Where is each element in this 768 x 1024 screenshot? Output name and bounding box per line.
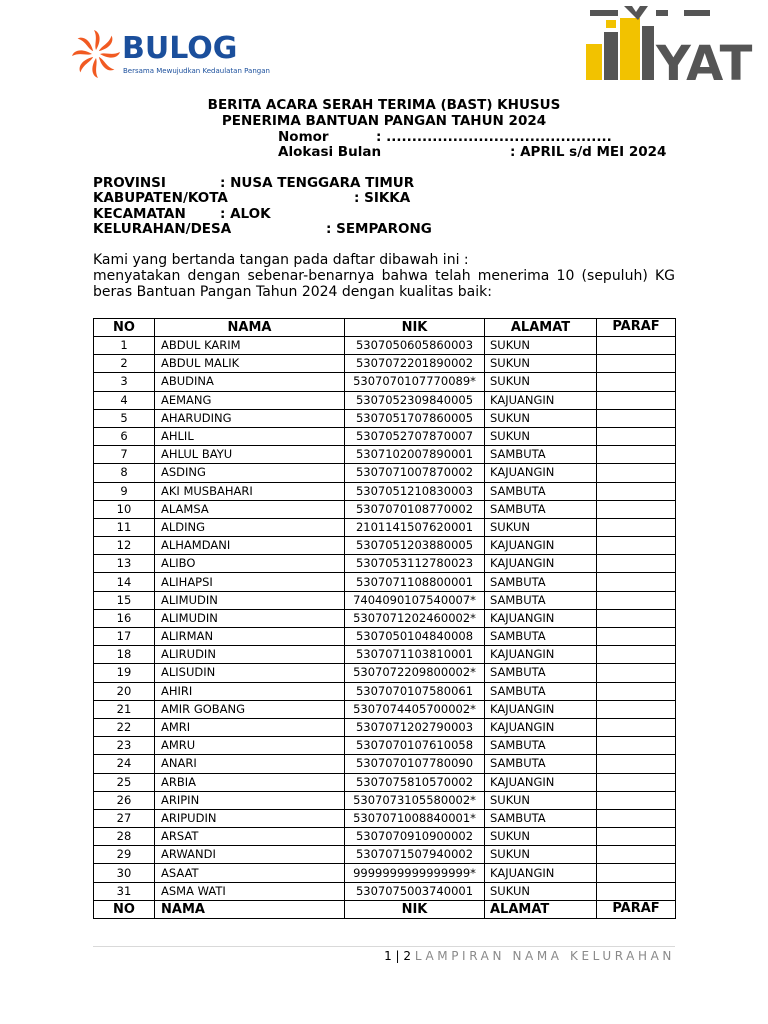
cell-alamat: KAJUANGIN bbox=[485, 773, 597, 791]
cell-no: 28 bbox=[94, 828, 155, 846]
cell-nik: 5307052707870007 bbox=[345, 427, 485, 445]
statement-line2: menyatakan dengan sebenar-benarnya bahwa telah menerima 10 (sepuluh) KG bbox=[93, 268, 675, 284]
cell-nik: 5307072201890002 bbox=[345, 355, 485, 373]
cell-no: 11 bbox=[94, 518, 155, 536]
cell-no: 7 bbox=[94, 446, 155, 464]
table-row bbox=[94, 500, 676, 518]
cell-nik: 5307070107780090 bbox=[345, 755, 485, 773]
cell-alamat: SUKUN bbox=[485, 355, 597, 373]
cell-no: 26 bbox=[94, 791, 155, 809]
page-footer bbox=[93, 948, 675, 964]
cell-paraf[interactable] bbox=[597, 737, 676, 755]
cell-nama: ARWANDI bbox=[155, 846, 345, 864]
cell-no: 29 bbox=[94, 846, 155, 864]
cell-nik: 5307053112780023 bbox=[345, 555, 485, 573]
cell-nik: 5307051210830003 bbox=[345, 482, 485, 500]
page-number: 1 bbox=[384, 949, 392, 963]
yat-wordmark: YAT bbox=[656, 36, 753, 92]
kabupaten-label: KABUPATEN/KOTA bbox=[93, 190, 228, 206]
cell-nama: AKI MUSBAHARI bbox=[155, 482, 345, 500]
bulog-flower-icon bbox=[70, 28, 122, 80]
cell-paraf[interactable] bbox=[597, 828, 676, 846]
cell-nik: 5307102007890001 bbox=[345, 446, 485, 464]
cell-nama: ALIHAPSI bbox=[155, 573, 345, 591]
cell-nama: ABDUL KARIM bbox=[155, 337, 345, 355]
cell-alamat: SAMBUTA bbox=[485, 682, 597, 700]
cell-paraf[interactable] bbox=[597, 882, 676, 900]
cell-no: 23 bbox=[94, 737, 155, 755]
cell-nama: ANARI bbox=[155, 755, 345, 773]
cell-nama: AHLIL bbox=[155, 427, 345, 445]
table-row bbox=[94, 791, 676, 809]
table-row bbox=[94, 755, 676, 773]
cell-no: 21 bbox=[94, 700, 155, 718]
cell-paraf[interactable] bbox=[597, 537, 676, 555]
cell-nama: AHIRI bbox=[155, 682, 345, 700]
cell-nama: ALDING bbox=[155, 518, 345, 536]
cell-nama: ALIRUDIN bbox=[155, 646, 345, 664]
alokasi-value: : APRIL s/d MEI 2024 bbox=[510, 144, 667, 160]
kecamatan-label: KECAMATAN bbox=[93, 206, 186, 222]
foot-header-alamat: ALAMAT bbox=[485, 900, 597, 918]
cell-alamat: SUKUN bbox=[485, 373, 597, 391]
cell-paraf[interactable] bbox=[597, 628, 676, 646]
bulog-tagline: Bersama Mewujudkan Kedaulatan Pangan bbox=[123, 67, 270, 75]
table-row bbox=[94, 737, 676, 755]
table-row bbox=[94, 482, 676, 500]
cell-alamat: SUKUN bbox=[485, 828, 597, 846]
doc-title-line2: PENERIMA BANTUAN PANGAN TAHUN 2024 bbox=[221, 113, 547, 129]
table-body bbox=[94, 337, 676, 901]
table-row bbox=[94, 882, 676, 900]
cell-nama: ALIMUDIN bbox=[155, 591, 345, 609]
cell-alamat: KAJUANGIN bbox=[485, 555, 597, 573]
cell-nik: 5307073105580002* bbox=[345, 791, 485, 809]
cell-nik: 5307052309840005 bbox=[345, 391, 485, 409]
cell-nik: 5307051203880005 bbox=[345, 537, 485, 555]
cell-nama: ALIMUDIN bbox=[155, 609, 345, 627]
cell-paraf[interactable] bbox=[597, 500, 676, 518]
cell-nik: 2101141507620001 bbox=[345, 518, 485, 536]
cell-nik: 5307074405700002* bbox=[345, 700, 485, 718]
cell-paraf[interactable] bbox=[597, 446, 676, 464]
table-row bbox=[94, 700, 676, 718]
cell-no: 2 bbox=[94, 355, 155, 373]
table-row bbox=[94, 718, 676, 736]
recipient-table bbox=[93, 318, 676, 919]
cell-nama: AHLUL BAYU bbox=[155, 446, 345, 464]
cell-alamat: SUKUN bbox=[485, 337, 597, 355]
table-row bbox=[94, 682, 676, 700]
cell-alamat: SUKUN bbox=[485, 882, 597, 900]
cell-paraf[interactable] bbox=[597, 555, 676, 573]
cell-paraf[interactable] bbox=[597, 373, 676, 391]
cell-nama: AMRU bbox=[155, 737, 345, 755]
table-row bbox=[94, 355, 676, 373]
yat-logo bbox=[584, 2, 753, 92]
cell-alamat: KAJUANGIN bbox=[485, 864, 597, 882]
cell-alamat: SAMBUTA bbox=[485, 482, 597, 500]
cell-nik: 5307071202790003 bbox=[345, 718, 485, 736]
cell-no: 25 bbox=[94, 773, 155, 791]
cell-paraf[interactable] bbox=[597, 337, 676, 355]
cell-nama: ASDING bbox=[155, 464, 345, 482]
cell-paraf[interactable] bbox=[597, 427, 676, 445]
cell-alamat: KAJUANGIN bbox=[485, 646, 597, 664]
cell-no: 31 bbox=[94, 882, 155, 900]
table-row bbox=[94, 427, 676, 445]
cell-nama: ALIRMAN bbox=[155, 628, 345, 646]
cell-no: 22 bbox=[94, 718, 155, 736]
footer-divider bbox=[93, 946, 675, 947]
cell-nama: AEMANG bbox=[155, 391, 345, 409]
kelurahan-value: : SEMPARONG bbox=[326, 221, 432, 237]
cell-no: 24 bbox=[94, 755, 155, 773]
table-row bbox=[94, 391, 676, 409]
cell-no: 6 bbox=[94, 427, 155, 445]
cell-nik: 5307071202460002* bbox=[345, 609, 485, 627]
cell-alamat: KAJUANGIN bbox=[485, 700, 597, 718]
bulog-wordmark: BULOG bbox=[122, 31, 238, 66]
table-row bbox=[94, 537, 676, 555]
doc-title-line1: BERITA ACARA SERAH TERIMA (BAST) KHUSUS bbox=[207, 97, 561, 113]
cell-alamat: KAJUANGIN bbox=[485, 537, 597, 555]
col-header-no: NO bbox=[94, 319, 155, 337]
cell-nama: ALISUDIN bbox=[155, 664, 345, 682]
cell-paraf[interactable] bbox=[597, 682, 676, 700]
cell-no: 27 bbox=[94, 809, 155, 827]
cell-alamat: KAJUANGIN bbox=[485, 609, 597, 627]
cell-paraf[interactable] bbox=[597, 409, 676, 427]
cell-nama: ALHAMDANI bbox=[155, 537, 345, 555]
cell-nama: AHARUDING bbox=[155, 409, 345, 427]
cell-paraf[interactable] bbox=[597, 573, 676, 591]
cell-alamat: SAMBUTA bbox=[485, 809, 597, 827]
cell-paraf[interactable] bbox=[597, 646, 676, 664]
cell-nik: 5307050605860003 bbox=[345, 337, 485, 355]
cell-nama: AMIR GOBANG bbox=[155, 700, 345, 718]
page-separator: | bbox=[395, 949, 400, 963]
cell-no: 20 bbox=[94, 682, 155, 700]
cell-no: 13 bbox=[94, 555, 155, 573]
cell-paraf[interactable] bbox=[597, 809, 676, 827]
cell-alamat: SAMBUTA bbox=[485, 628, 597, 646]
cell-no: 10 bbox=[94, 500, 155, 518]
cell-alamat: SUKUN bbox=[485, 846, 597, 864]
col-header-paraf: PARAF bbox=[597, 319, 676, 337]
cell-nama: ARIPIN bbox=[155, 791, 345, 809]
table-footer-row bbox=[94, 900, 676, 918]
cell-alamat: SAMBUTA bbox=[485, 591, 597, 609]
table-row bbox=[94, 573, 676, 591]
foot-header-paraf: PARAF bbox=[597, 900, 676, 918]
foot-header-nik: NIK bbox=[345, 900, 485, 918]
cell-nik: 5307075810570002 bbox=[345, 773, 485, 791]
cell-alamat: SAMBUTA bbox=[485, 573, 597, 591]
cell-nama: ASAAT bbox=[155, 864, 345, 882]
table-header-row bbox=[94, 319, 676, 337]
kelurahan-label: KELURAHAN/DESA bbox=[93, 221, 232, 237]
cell-paraf[interactable] bbox=[597, 700, 676, 718]
foot-header-no: NO bbox=[94, 900, 155, 918]
table-row bbox=[94, 664, 676, 682]
cell-nik: 5307071108800001 bbox=[345, 573, 485, 591]
cell-paraf[interactable] bbox=[597, 846, 676, 864]
table-row bbox=[94, 773, 676, 791]
cell-paraf[interactable] bbox=[597, 609, 676, 627]
cell-paraf[interactable] bbox=[597, 755, 676, 773]
cell-no: 18 bbox=[94, 646, 155, 664]
cell-nik: 5307070108770002 bbox=[345, 500, 485, 518]
alokasi-label: Alokasi Bulan bbox=[278, 144, 382, 160]
table-row bbox=[94, 555, 676, 573]
table-row bbox=[94, 409, 676, 427]
cell-no: 17 bbox=[94, 628, 155, 646]
cell-nik: 5307051707860005 bbox=[345, 409, 485, 427]
cell-nama: ABUDINA bbox=[155, 373, 345, 391]
table-row bbox=[94, 809, 676, 827]
cell-nama: ALIBO bbox=[155, 555, 345, 573]
kecamatan-value: : ALOK bbox=[220, 206, 271, 222]
cell-nama: ARIPUDIN bbox=[155, 809, 345, 827]
table-row bbox=[94, 628, 676, 646]
cell-nik: 5307070107770089* bbox=[345, 373, 485, 391]
kabupaten-value: : SIKKA bbox=[354, 190, 411, 206]
yat-building-icon bbox=[584, 2, 753, 92]
table-row bbox=[94, 646, 676, 664]
cell-paraf[interactable] bbox=[597, 518, 676, 536]
cell-no: 12 bbox=[94, 537, 155, 555]
cell-alamat: SAMBUTA bbox=[485, 500, 597, 518]
cell-nama: ARBIA bbox=[155, 773, 345, 791]
cell-paraf[interactable] bbox=[597, 791, 676, 809]
col-header-nik: NIK bbox=[345, 319, 485, 337]
cell-nik: 5307071507940002 bbox=[345, 846, 485, 864]
table-row bbox=[94, 591, 676, 609]
cell-paraf[interactable] bbox=[597, 591, 676, 609]
nomor-label: Nomor bbox=[278, 129, 329, 145]
provinsi-label: PROVINSI bbox=[93, 175, 166, 191]
cell-no: 1 bbox=[94, 337, 155, 355]
cell-nik: 5307071103810001 bbox=[345, 646, 485, 664]
table-row bbox=[94, 518, 676, 536]
cell-paraf[interactable] bbox=[597, 391, 676, 409]
cell-nama: AMRI bbox=[155, 718, 345, 736]
cell-no: 9 bbox=[94, 482, 155, 500]
cell-no: 15 bbox=[94, 591, 155, 609]
cell-paraf[interactable] bbox=[597, 355, 676, 373]
cell-alamat: SAMBUTA bbox=[485, 755, 597, 773]
table-row bbox=[94, 864, 676, 882]
table-row bbox=[94, 373, 676, 391]
table-row bbox=[94, 609, 676, 627]
cell-alamat: KAJUANGIN bbox=[485, 464, 597, 482]
table-row bbox=[94, 446, 676, 464]
cell-nik: 5307070107580061 bbox=[345, 682, 485, 700]
cell-nik: 5307050104840008 bbox=[345, 628, 485, 646]
table-row bbox=[94, 464, 676, 482]
cell-paraf[interactable] bbox=[597, 664, 676, 682]
cell-nik: 5307071008840001* bbox=[345, 809, 485, 827]
table-row bbox=[94, 846, 676, 864]
cell-paraf[interactable] bbox=[597, 482, 676, 500]
cell-nama: ALAMSA bbox=[155, 500, 345, 518]
statement-line3: beras Bantuan Pangan Tahun 2024 dengan kualitas baik: bbox=[93, 284, 492, 300]
page-total: 2 bbox=[403, 949, 412, 963]
cell-paraf[interactable] bbox=[597, 864, 676, 882]
cell-no: 8 bbox=[94, 464, 155, 482]
cell-nama: ABDUL MALIK bbox=[155, 355, 345, 373]
cell-nik: 5307071007870002 bbox=[345, 464, 485, 482]
statement-line1: Kami yang bertanda tangan pada daftar dibawah ini : bbox=[93, 252, 469, 268]
col-header-alamat: ALAMAT bbox=[485, 319, 597, 337]
cell-nik: 5307075003740001 bbox=[345, 882, 485, 900]
footer-label: LAMPIRAN NAMA KELURAHAN bbox=[414, 949, 675, 963]
cell-nik: 5307070910900002 bbox=[345, 828, 485, 846]
cell-nik: 9999999999999999* bbox=[345, 864, 485, 882]
cell-paraf[interactable] bbox=[597, 464, 676, 482]
cell-alamat: SAMBUTA bbox=[485, 446, 597, 464]
cell-no: 4 bbox=[94, 391, 155, 409]
nomor-value: : ............................................ bbox=[376, 129, 612, 145]
cell-no: 14 bbox=[94, 573, 155, 591]
cell-alamat: SUKUN bbox=[485, 518, 597, 536]
cell-paraf[interactable] bbox=[597, 718, 676, 736]
cell-nik: 7404090107540007* bbox=[345, 591, 485, 609]
col-header-nama: NAMA bbox=[155, 319, 345, 337]
foot-header-nama: NAMA bbox=[155, 900, 345, 918]
cell-nik: 5307072209800002* bbox=[345, 664, 485, 682]
cell-no: 16 bbox=[94, 609, 155, 627]
cell-nik: 5307070107610058 bbox=[345, 737, 485, 755]
cell-alamat: SUKUN bbox=[485, 427, 597, 445]
cell-nama: ARSAT bbox=[155, 828, 345, 846]
cell-no: 19 bbox=[94, 664, 155, 682]
cell-alamat: SUKUN bbox=[485, 409, 597, 427]
table-row bbox=[94, 828, 676, 846]
bulog-logo bbox=[70, 28, 270, 80]
cell-alamat: KAJUANGIN bbox=[485, 391, 597, 409]
table-row bbox=[94, 337, 676, 355]
cell-no: 5 bbox=[94, 409, 155, 427]
cell-nama: ASMA WATI bbox=[155, 882, 345, 900]
cell-no: 3 bbox=[94, 373, 155, 391]
cell-alamat: KAJUANGIN bbox=[485, 718, 597, 736]
cell-no: 30 bbox=[94, 864, 155, 882]
cell-paraf[interactable] bbox=[597, 773, 676, 791]
cell-alamat: SAMBUTA bbox=[485, 664, 597, 682]
provinsi-value: : NUSA TENGGARA TIMUR bbox=[220, 175, 415, 191]
cell-alamat: SUKUN bbox=[485, 791, 597, 809]
cell-alamat: SAMBUTA bbox=[485, 737, 597, 755]
